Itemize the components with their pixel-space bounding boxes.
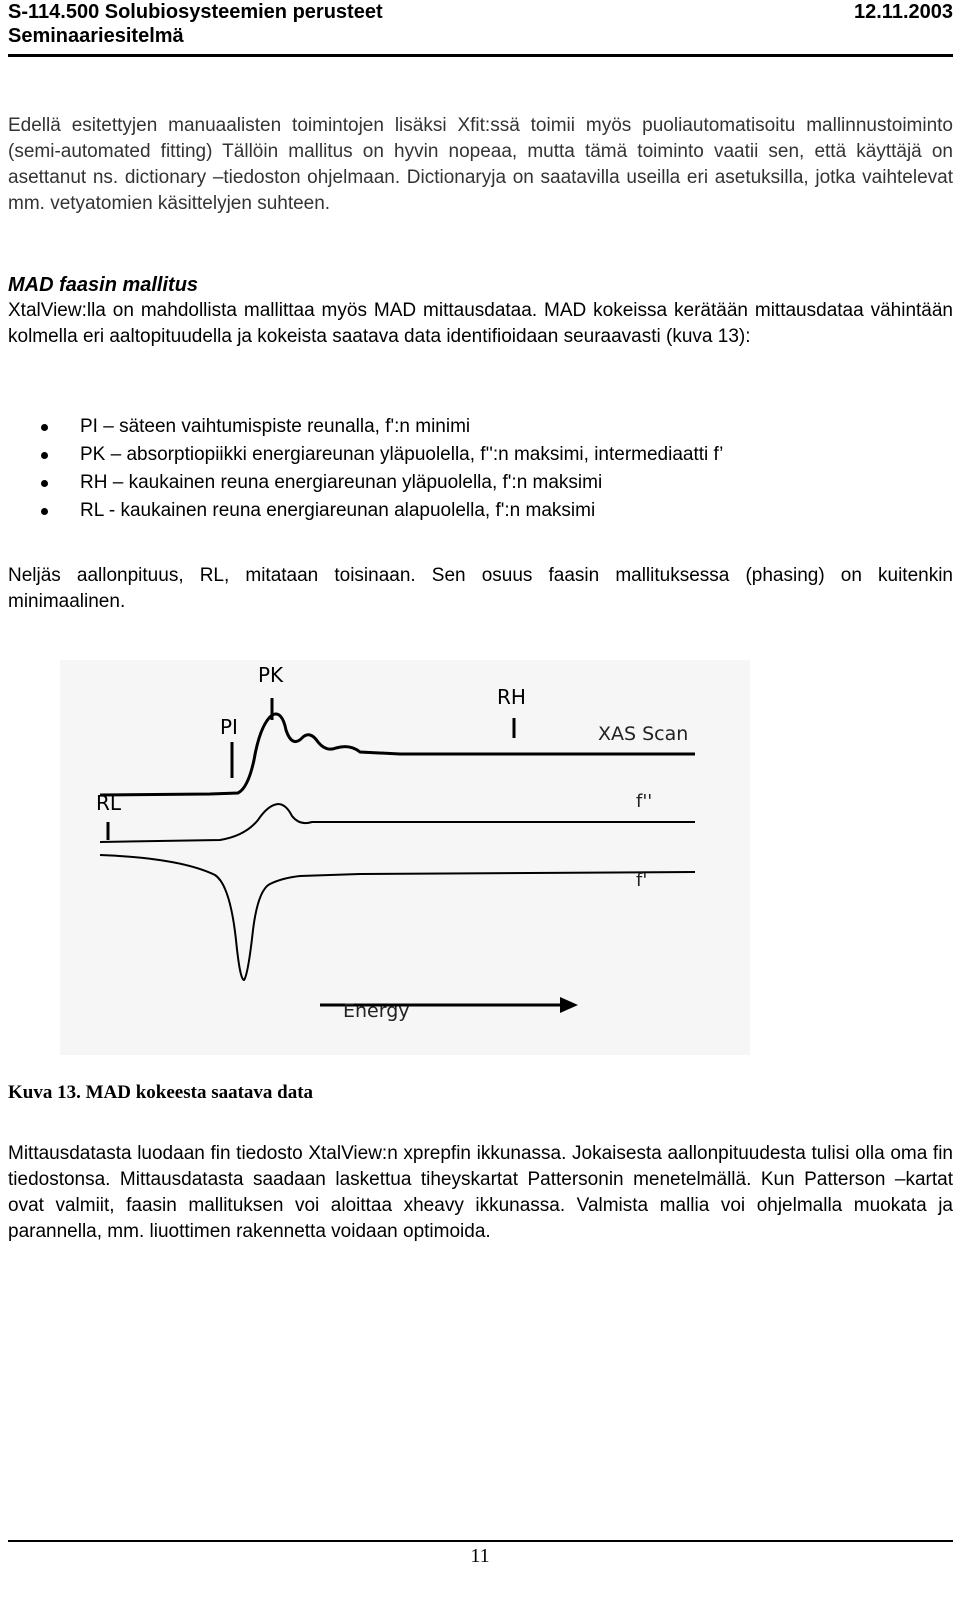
pk-label: PK	[258, 663, 284, 687]
page-header	[8, 0, 953, 48]
rl-label: RL	[96, 791, 122, 815]
paragraph-mad: XtalView:lla on mahdollista mallittaa myös MAD mittausdataa. MAD kokeissa kerätään mittausdataa vähintään kolmella eri aaltopituudella ja kokeista saatava data identifioidaan seuraavasti (kuva 13):	[8, 300, 953, 347]
paragraph-fourth-wavelength: Neljäs aallonpituus, RL, mitataan toisinaan. Sen osuus faasin mallituksessa (phasing) on kuitenkin minimaalinen.	[8, 565, 953, 612]
xas-scan-label: XAS Scan	[598, 723, 689, 745]
header-divider	[8, 54, 953, 57]
bullet-dot-icon	[41, 452, 48, 459]
bullet-dot-icon	[41, 508, 48, 515]
page-number: 11	[470, 1545, 490, 1567]
mad-figure-svg	[60, 660, 750, 1055]
list-item: RL - kaukainen reuna energiareunan alapuolella, f':n maksimi	[0, 497, 723, 525]
energy-label: Energy	[343, 1000, 410, 1022]
f-prime-curve	[100, 855, 695, 980]
bullet-list	[0, 413, 723, 525]
header-subtitle: Seminaariesitelmä	[8, 25, 184, 47]
header-date: 12.11.2003	[854, 1, 953, 23]
f-prime-label: f'	[636, 870, 648, 891]
list-item: RH – kaukainen reuna energiareunan yläpuolella, f':n maksimi	[0, 469, 723, 497]
header-row	[8, 0, 953, 24]
energy-arrow-icon	[560, 997, 578, 1013]
pi-label: PI	[220, 715, 238, 739]
list-item: PI – säteen vaihtumispiste reunalla, f':n minimi	[0, 413, 723, 441]
f-double-prime-curve	[100, 804, 695, 842]
list-item: PK – absorptiopiikki energiareunan yläpuolella, f'':n maksimi, intermediaatti f’	[0, 441, 723, 469]
f-double-prime-label: f''	[636, 791, 653, 812]
rh-label: RH	[497, 685, 526, 709]
footer-divider	[8, 1540, 953, 1542]
paragraph-intro: Edellä esitettyjen manuaalisten toimintojen lisäksi Xfit:ssä toimii myös puoliautomatisoitu mallinnustoiminto (semi-automated fitting) Tällöin mallitus on hyvin nopeaa, mutta tämä toiminto vaatii sen, että käyttäjä on asettanut ns. dictionary –tiedoston ohjelmaan. Dictionaryja on saatavilla useilla eri asetuksilla, jotka vaihtelevat mm. vetyatomien käsittelyjen suhteen.	[8, 115, 953, 214]
paragraph-xtalview: Mittausdatasta luodaan fin tiedosto XtalView:n xprepfin ikkunassa. Jokaisesta aallonpituudesta tulisi olla oma fin tiedostonsa. Mittausdatasta saadaan laskettua tiheyskartat Pattersonin menetelmällä. Kun Patterson –kartat ovat valmiit, faasin mallituksen voi aloittaa xheavy ikkunassa. Valmista mallia voi ohjelmalla muokata ja parannella, mm. liuottimen rakennetta voidaan optimoida.	[8, 1143, 953, 1242]
header-subtitle-row	[8, 24, 953, 48]
bullet-dot-icon	[41, 424, 48, 431]
bullet-dot-icon	[41, 480, 48, 487]
course-title: S-114.500 Solubiosysteemien perusteet	[8, 1, 383, 23]
section-heading: MAD faasin mallitus	[8, 274, 199, 296]
figure-caption: Kuva 13. MAD kokeesta saatava data	[8, 1082, 314, 1103]
mad-figure	[60, 660, 750, 1055]
